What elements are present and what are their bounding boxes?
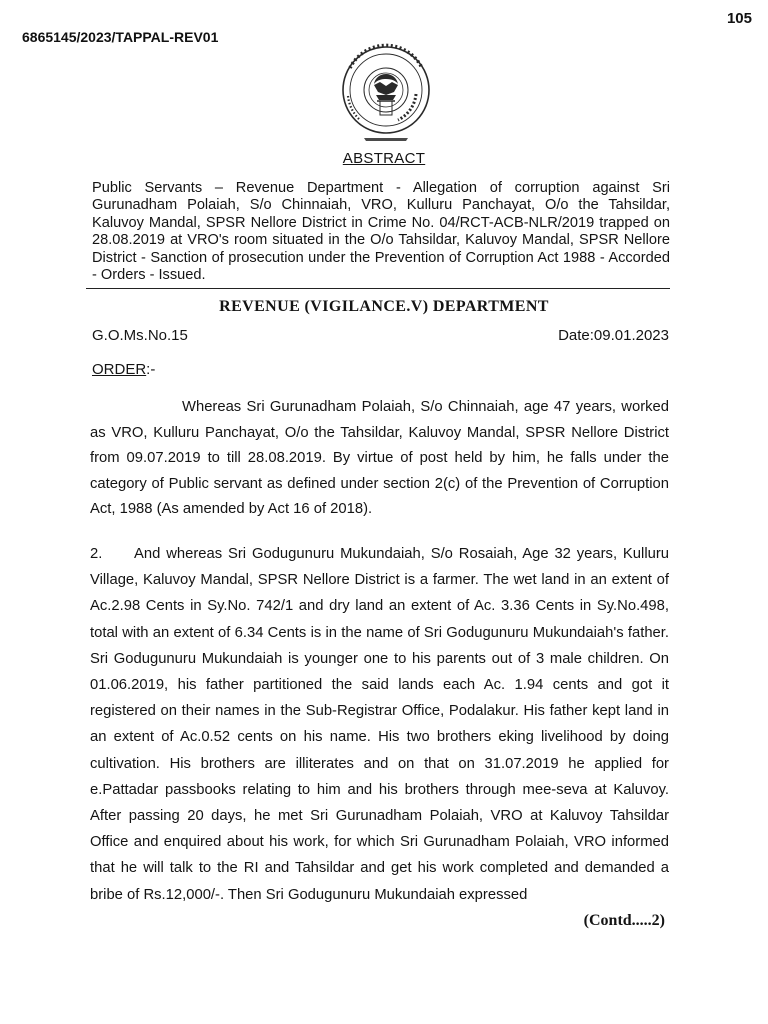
page-number: 105 (726, 10, 752, 27)
order-date: Date:09.01.2023 (558, 327, 669, 344)
continuation-marker: (Contd.....2) (583, 912, 665, 929)
abstract-heading: ABSTRACT (342, 150, 426, 167)
state-emblem-seal (330, 38, 442, 150)
order-heading-suffix: :- (146, 361, 156, 378)
order-paragraph-2 (90, 541, 669, 908)
order-paragraph-1: Whereas Sri Gurunadham Polaiah, S/o Chinnaiah, age 47 years, worked as VRO, Kulluru Panchayat, O/o the Tahsildar, Kaluvoy Mandal, SPSR Nellore District from 09.07.2019 to till 28.08.2019. By virtue of post held by him, he falls under the category of Public servant as defined under section 2(c) of the Prevention of Corruption Act, 1988 (As amended by Act 16 of 2018). (90, 399, 669, 518)
section-divider (86, 288, 670, 289)
emblem-seal-icon (330, 38, 442, 150)
order-paragraph-2-text: And whereas Sri Godugunuru Mukundaiah, S/o Rosaiah, Age 32 years, Kulluru Village, Kaluvoy Mandal, SPSR Nellore District is a farmer. The wet land in an extent of Ac.2.98 Cents in Sy.No. 742/1 and dry land an extent of Ac. 3.36 Cents in Sy.No.498, total with an extent of 6.34 Cents is in the name of Sri Godugunuru Mukundaiah's father. Sri Godugunuru Mukundaiah is younger one to his parents out of 3 male children. On 01.06.2019, his father partitioned the said lands each Ac. 1.94 cents and got it registered on their names in the Sub-Registrar Office, Podalakur. His father kept land in an extent of Ac.0.52 cents on his name. His two brothers eking livelihood by doing cultivation. His brothers are illiterates and on that on 31.07.2019 he applied for e.Pattadar passbooks relating to him and his brothers through mee-seva at Kaluvoy. After passing 20 days, he met Sri Gurunadham Polaiah, VRO at Kaluvoy Tahsildar Office and enquired about his work, for which Sri Gurunadham Polaiah, VRO informed that he will talk to the RI and Tahsildar and get his work completed and demanded a bribe of Rs.12,000/-. Then Sri Godugunuru Mukundaiah expressed (90, 546, 669, 903)
department-heading: REVENUE (VIGILANCE.V) DEPARTMENT (219, 298, 549, 315)
abstract-summary: Public Servants – Revenue Department - Allegation of corruption against Sri Gurunadham Polaiah, S/o Chinnaiah, VRO, Kulluru Panchayat, O/o the Tahsildar, Kaluvoy Mandal, SPSR Nellore District in Crime No. 04/RCT-ACB-NLR/2019 trapped on 28.08.2019 at VRO's room situated in the O/o Tahsildar, Kaluvoy Mandal, SPSR Nellore District - Sanction of prosecution under the Prevention of Corruption Act 1988 - Accorded - Orders - Issued. (92, 180, 670, 284)
paragraph-number: 2. (90, 546, 103, 562)
file-reference-number: 6865145/2023/TAPPAL-REV01 (22, 29, 219, 45)
go-number: G.O.Ms.No.15 (92, 327, 188, 344)
order-heading-label: ORDER (92, 361, 147, 378)
order-heading (92, 361, 155, 378)
